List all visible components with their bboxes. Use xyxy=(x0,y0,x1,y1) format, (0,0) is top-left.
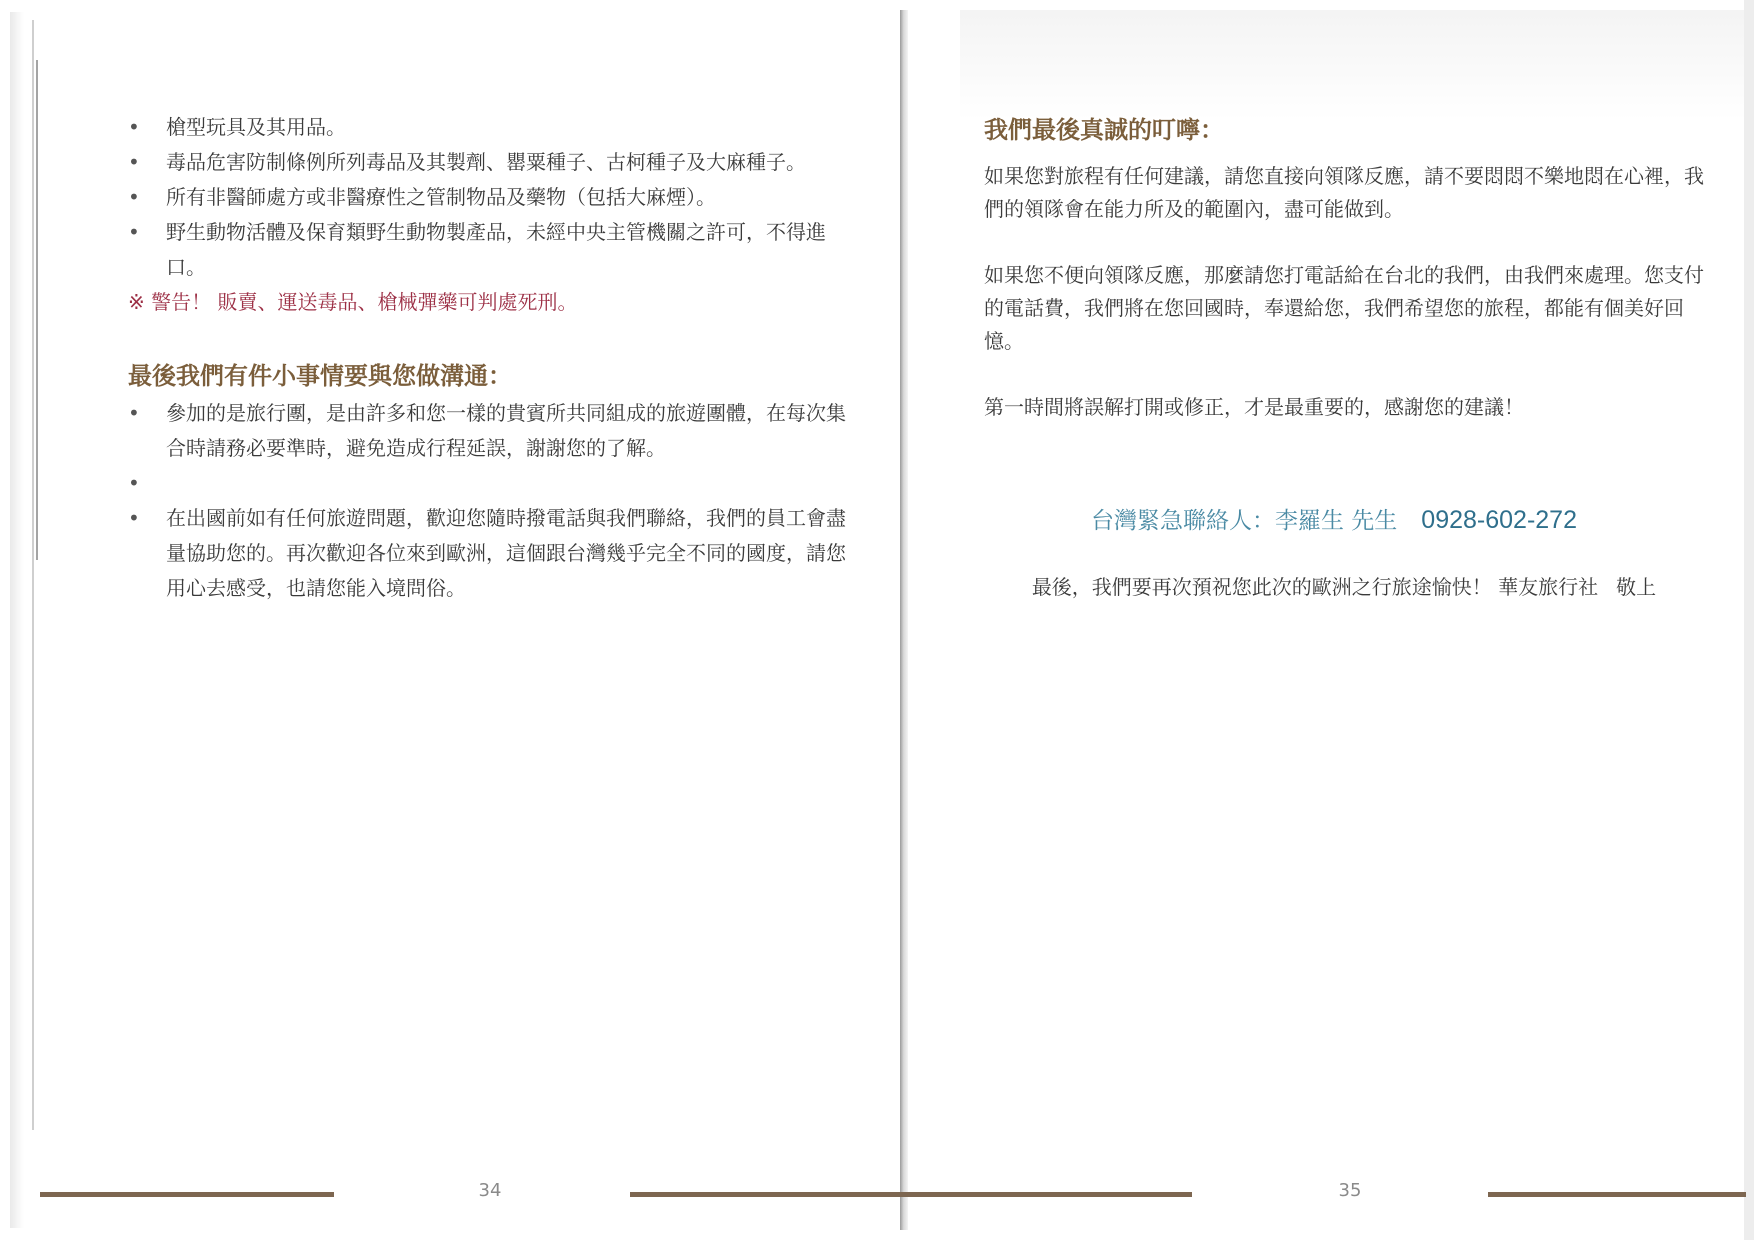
bullet-icon: • xyxy=(128,471,140,495)
paragraph: 如果您對旅程有任何建議，請您直接向領隊反應，請不要悶悶不樂地悶在心裡，我們的領隊會在能力所及的範圍內，盡可能做到。 xyxy=(984,164,1704,221)
list-item: • 毒品危害防制條例所列毒品及其製劑、罌粟種子、古柯種子及大麻種子。 xyxy=(128,145,848,180)
bullet-icon: • xyxy=(128,115,140,139)
book-spine xyxy=(900,10,908,1230)
bullet-icon: • xyxy=(128,401,140,425)
scan-edge-right xyxy=(1744,0,1754,1240)
bullet-icon: • xyxy=(128,150,140,174)
bullet-icon: • xyxy=(128,506,140,530)
list-item xyxy=(128,466,848,501)
right-page xyxy=(984,112,1704,457)
list-item: • 在出國前如有任何旅遊問題，歡迎您隨時撥電話與我們聯絡，我們的員工會盡量協助您的。再次歡迎各位來到歐洲，這個跟台灣幾乎完全不同的國度，請您用心去感受，也請您能入境問俗。 xyxy=(128,501,848,606)
scan-edge-line xyxy=(32,20,34,1130)
list-item: • 槍型玩具及其用品。 xyxy=(128,110,848,145)
warning-text: ※ 警告！ 販賣、運送毒品、槍械彈藥可判處死刑。 xyxy=(128,290,578,314)
contact-label: 台灣緊急聯絡人：李羅生 先生 xyxy=(1090,508,1398,534)
closing-signature: 敬上 xyxy=(1616,575,1657,599)
paragraph: 第一時間將誤解打開或修正，才是最重要的，感謝您的建議！ xyxy=(984,395,1524,419)
bullet-icon: • xyxy=(128,185,140,209)
scan-edge-left xyxy=(10,12,24,1228)
contact-phone: 0928-602-272 xyxy=(1421,506,1577,534)
list-item: • 所有非醫師處方或非醫療性之管制物品及藥物（包括大麻煙）。 xyxy=(128,180,848,215)
closing-line xyxy=(984,570,1704,604)
footer-bar xyxy=(40,1192,334,1197)
closing-text: 最後，我們要再次預祝您此次的歐洲之行旅途愉快！ 華友旅行社 xyxy=(1031,575,1599,599)
section-heading: 我們最後真誠的叮嚀： xyxy=(984,116,1224,144)
emergency-contact xyxy=(1004,502,1664,539)
bullet-icon: • xyxy=(128,220,140,244)
section-heading: 最後我們有件小事情要與您做溝通： xyxy=(128,362,512,390)
left-page xyxy=(128,110,848,606)
scan-shade xyxy=(960,10,1750,120)
footer-bar xyxy=(630,1192,1192,1197)
page-number: 35 xyxy=(1338,1180,1362,1201)
prohibited-items-list xyxy=(128,110,848,285)
paragraph: 如果您不便向領隊反應，那麼請您打電話給在台北的我們，由我們來處理。您支付的電話費，我們將在您回國時，奉還給您，我們希望您的旅程，都能有個美好回憶。 xyxy=(984,263,1704,353)
list-item: • 野生動物活體及保育類野生動物製產品，未經中央主管機關之許可，不得進口。 xyxy=(128,215,848,285)
notice-list xyxy=(128,396,848,606)
page-number: 34 xyxy=(478,1180,502,1201)
list-item: • 參加的是旅行團，是由許多和您一樣的貴賓所共同組成的旅遊團體，在每次集合時請務必要準時，避免造成行程延誤，謝謝您的了解。 xyxy=(128,396,848,466)
footer-bar xyxy=(1488,1192,1746,1197)
scan-edge-line-dark xyxy=(36,60,38,560)
